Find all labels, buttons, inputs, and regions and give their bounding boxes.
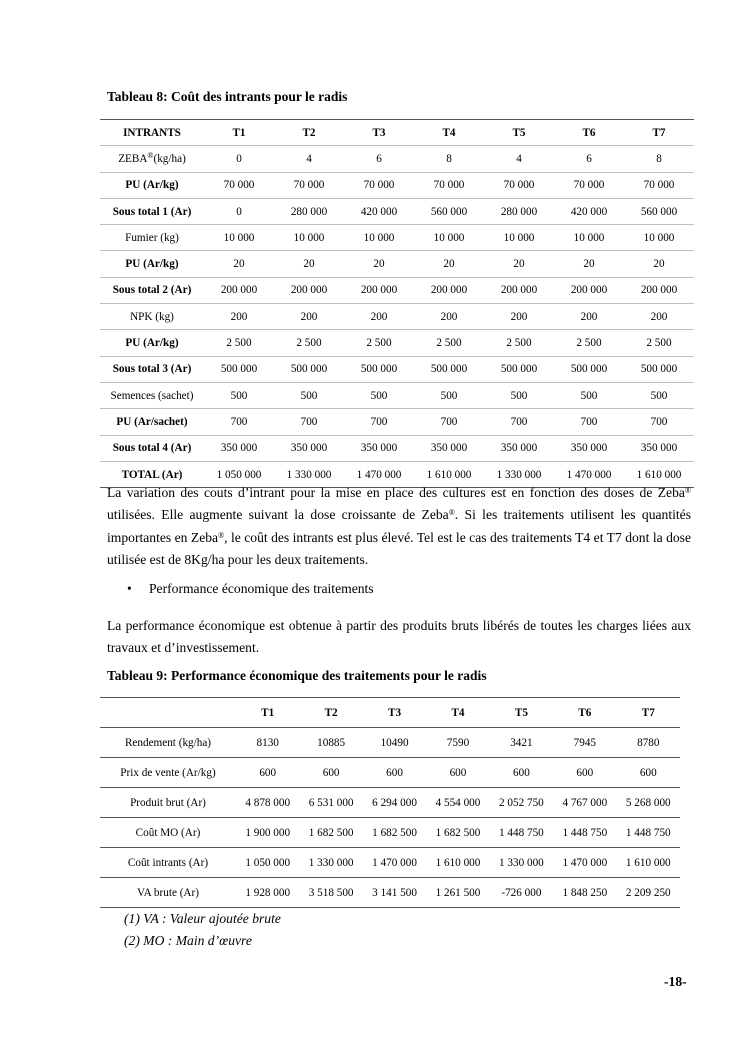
table8-cell: 20 — [554, 251, 624, 277]
table8-cell: 700 — [274, 409, 344, 435]
table9-header-t5: T5 — [490, 698, 553, 728]
table9-row-label: Coût MO (Ar) — [100, 818, 236, 848]
table8-cell: 500 000 — [204, 356, 274, 382]
table8-row — [100, 198, 694, 224]
table9-row-label: Coût intrants (Ar) — [100, 848, 236, 878]
table8-cell: 350 000 — [204, 435, 274, 461]
table8-row-label: Sous total 1 (Ar) — [100, 198, 204, 224]
table9-header-blank — [100, 698, 236, 728]
table8-cell: 2 500 — [274, 330, 344, 356]
table9-cell: 1 448 750 — [553, 818, 616, 848]
table9-cell: 10885 — [299, 728, 362, 758]
table8-row-label: PU (Ar/kg) — [100, 330, 204, 356]
table9-cell: 1 900 000 — [236, 818, 299, 848]
table8-cell: 70 000 — [624, 172, 694, 198]
table8-cell: 500 — [274, 382, 344, 408]
footnote-va: (1) VA : Valeur ajoutée brute — [124, 911, 281, 926]
paragraph-performance: La performance économique est obtenue à partir des produits bruts libérés de toutes les charges liées aux travaux et d’investissement. — [107, 618, 691, 656]
table9-header-t3: T3 — [363, 698, 426, 728]
table9-row — [100, 818, 680, 848]
table9-cell: 1 470 000 — [363, 848, 426, 878]
table9-cell: 8130 — [236, 728, 299, 758]
table9-cell: 1 610 000 — [617, 848, 680, 878]
table8-header-t7: T7 — [624, 120, 694, 146]
table8-cell: 0 — [204, 198, 274, 224]
table8-cell: 500 — [414, 382, 484, 408]
table9-row — [100, 878, 680, 908]
table8-cell: 700 — [554, 409, 624, 435]
table9-cell: 7945 — [553, 728, 616, 758]
table9-cell: 3421 — [490, 728, 553, 758]
table8-cell: 700 — [204, 409, 274, 435]
table8-cell: 20 — [624, 251, 694, 277]
table9-cell: 5 268 000 — [617, 788, 680, 818]
table9-cell: 2 052 750 — [490, 788, 553, 818]
table8-cell: 2 500 — [344, 330, 414, 356]
table8-cell: 1 050 000 — [216, 468, 262, 481]
table8-header-t1: T1 — [204, 120, 274, 146]
table9-header-row — [100, 698, 680, 728]
table9-header-t4: T4 — [426, 698, 489, 728]
table8-cell: 350 000 — [554, 435, 624, 461]
table8-cell: 700 — [414, 409, 484, 435]
table8-row-label: Fumier (kg) — [100, 225, 204, 251]
footnote-mo: (2) MO : Main d’œuvre — [124, 933, 252, 948]
table8-cell: 1 470 000 — [356, 468, 402, 481]
table8-cell: 350 000 — [274, 435, 344, 461]
table8-row — [100, 409, 694, 435]
table8-cell: 6 — [554, 146, 624, 172]
table9-cell: 4 878 000 — [236, 788, 299, 818]
table8-cell: 10 000 — [554, 225, 624, 251]
table9-cell: 4 767 000 — [553, 788, 616, 818]
table9-header-t6: T6 — [553, 698, 616, 728]
table9-row — [100, 728, 680, 758]
table9-cell: 1 050 000 — [236, 848, 299, 878]
table8-cell: 700 — [624, 409, 694, 435]
table8-cell: 20 — [274, 251, 344, 277]
table9-cell: 1 330 000 — [490, 848, 553, 878]
table8-cell: 2 500 — [554, 330, 624, 356]
table9-economic-performance — [100, 697, 680, 908]
table8-cell: 10 000 — [484, 225, 554, 251]
table8-cell: 500 — [344, 382, 414, 408]
table8-cell: 700 — [484, 409, 554, 435]
table8-caption: Tableau 8: Coût des intrants pour le radis — [107, 89, 348, 104]
table9-cell: 1 928 000 — [245, 886, 291, 899]
table8-cell: 20 — [414, 251, 484, 277]
page-number: -18- — [664, 974, 687, 989]
table8-header-t2: T2 — [274, 120, 344, 146]
table9-row-label: Produit brut (Ar) — [100, 788, 236, 818]
table8-header-t5: T5 — [484, 120, 554, 146]
table8-cell: 200 — [624, 304, 694, 330]
table8-row — [100, 382, 694, 408]
table8-cell: 280 000 — [484, 198, 554, 224]
table8-cell: 4 — [274, 146, 344, 172]
table8-cell: 200 — [204, 304, 274, 330]
table8-cell: 70 000 — [554, 172, 624, 198]
table9-cell: 1 682 500 — [363, 818, 426, 848]
table8-cell: 200 000 — [414, 277, 484, 303]
table9-cell: 6 294 000 — [363, 788, 426, 818]
table8-cell: 500 000 — [274, 356, 344, 382]
table9-cell: 1 448 750 — [617, 818, 680, 848]
table8-cell: 0 — [204, 146, 274, 172]
table8-cell: 560 000 — [624, 198, 694, 224]
table8-cell: 350 000 — [414, 435, 484, 461]
table9-cell: 1 330 000 — [299, 848, 362, 878]
table8-cell: 200 000 — [624, 277, 694, 303]
table8-cell: 200 000 — [204, 277, 274, 303]
table8-cell: 70 000 — [484, 172, 554, 198]
table8-header-t3: T3 — [344, 120, 414, 146]
table8-cell: 560 000 — [414, 198, 484, 224]
table8-intrants-cost — [100, 119, 694, 488]
table9-row — [100, 848, 680, 878]
table9-cell: 600 — [617, 758, 680, 788]
table9-row-label: Prix de vente (Ar/kg) — [100, 758, 236, 788]
table9-cell: 10490 — [363, 728, 426, 758]
table8-cell: 1 610 000 — [426, 468, 472, 481]
table9-cell: 1 470 000 — [553, 848, 616, 878]
table9-header-t7: T7 — [617, 698, 680, 728]
table8-row-label: PU (Ar/kg) — [100, 172, 204, 198]
table9-row — [100, 758, 680, 788]
table8-cell: 420 000 — [554, 198, 624, 224]
table8-cell: 200 000 — [554, 277, 624, 303]
table9-cell: 1 610 000 — [426, 848, 489, 878]
table8-row — [100, 330, 694, 356]
table8-cell: 10 000 — [624, 225, 694, 251]
table9-cell: 7590 — [426, 728, 489, 758]
table8-cell: 200 000 — [484, 277, 554, 303]
table8-cell: 350 000 — [484, 435, 554, 461]
table8-row-label: Sous total 4 (Ar) — [100, 435, 204, 461]
table8-row — [100, 172, 694, 198]
table8-cell: 70 000 — [414, 172, 484, 198]
table8-cell: 1 610 000 — [636, 468, 682, 481]
paragraph-intrant-variation: La variation des couts d’intrant pour la mise en place des cultures est en fonction des doses de Zeba® utilisées. Elle augmente suivant la dose croissante de Zeba®. Si les traitements utilisent les quantités importantes en Zeba®, le coût des intrants est plus élevé. Tel est le cas des traitements T4 et T7 dont la dose utilisée est de 8Kg/ha pour les deux traitements. — [107, 485, 691, 567]
table8-cell: 500 000 — [414, 356, 484, 382]
table8-cell: 200 000 — [344, 277, 414, 303]
table9-cell: 600 — [426, 758, 489, 788]
table9-row-label: Rendement (kg/ha) — [100, 728, 236, 758]
table8-row — [100, 277, 694, 303]
table8-row-label: Sous total 2 (Ar) — [100, 277, 204, 303]
table8-cell: 10 000 — [414, 225, 484, 251]
table8-cell: 350 000 — [344, 435, 414, 461]
table8-cell: 500 — [484, 382, 554, 408]
table8-cell: 8 — [624, 146, 694, 172]
bullet-dot-icon: • — [127, 581, 132, 596]
bullet-item — [127, 581, 374, 597]
table9-cell: 1 848 250 — [562, 886, 608, 899]
bullet-text: Performance économique des traitements — [149, 581, 374, 596]
table8-cell: 20 — [344, 251, 414, 277]
table8-cell: 1 330 000 — [286, 468, 332, 481]
table9-cell: 600 — [363, 758, 426, 788]
table8-cell: 10 000 — [344, 225, 414, 251]
table8-cell: 10 000 — [204, 225, 274, 251]
table8-cell: 200 000 — [274, 277, 344, 303]
table8-row — [100, 146, 694, 172]
table8-row-label: ZEBA®(kg/ha) — [100, 146, 204, 172]
table8-cell: 200 — [274, 304, 344, 330]
table9-cell: 1 448 750 — [490, 818, 553, 848]
table8-cell: 350 000 — [624, 435, 694, 461]
table8-cell: 500 000 — [624, 356, 694, 382]
table8-header-intrants: INTRANTS — [100, 120, 204, 146]
table8-cell: 70 000 — [274, 172, 344, 198]
table8-row — [100, 356, 694, 382]
table9-cell: 4 554 000 — [426, 788, 489, 818]
table8-cell: 2 500 — [414, 330, 484, 356]
table9-cell: 600 — [236, 758, 299, 788]
table9-cell: 6 531 000 — [299, 788, 362, 818]
table8-cell: 500 — [204, 382, 274, 408]
table8-row — [100, 225, 694, 251]
table9-cell: 600 — [299, 758, 362, 788]
table9-row — [100, 788, 680, 818]
table8-cell: 10 000 — [274, 225, 344, 251]
table9-cell: 3 141 500 — [372, 886, 417, 899]
table8-header-row — [100, 120, 694, 146]
table8-cell: 500 000 — [554, 356, 624, 382]
table8-row-label: NPK (kg) — [100, 304, 204, 330]
table9-cell: 3 518 500 — [308, 886, 354, 899]
table8-row — [100, 304, 694, 330]
table8-cell: 2 500 — [204, 330, 274, 356]
table8-cell: 500 000 — [344, 356, 414, 382]
table8-cell: 20 — [204, 251, 274, 277]
table9-cell: 8780 — [617, 728, 680, 758]
table9-cell: 1 682 500 — [426, 818, 489, 848]
table8-cell: 500 — [554, 382, 624, 408]
table9-caption: Tableau 9: Performance économique des traitements pour le radis — [107, 668, 487, 683]
table8-row-label: Semences (sachet) — [100, 382, 204, 408]
table9-cell: 600 — [490, 758, 553, 788]
table8-cell: 200 — [484, 304, 554, 330]
table8-row-label: PU (Ar/kg) — [100, 251, 204, 277]
table9-row-label: VA brute (Ar) — [137, 886, 199, 899]
table8-row-label: PU (Ar/sachet) — [100, 409, 204, 435]
table9-cell: 2 209 250 — [625, 886, 671, 899]
table8-cell: 70 000 — [344, 172, 414, 198]
table8-cell: 4 — [484, 146, 554, 172]
table8-row-label: Sous total 3 (Ar) — [100, 356, 204, 382]
table8-header-t4: T4 — [414, 120, 484, 146]
table8-cell: 200 — [414, 304, 484, 330]
table8-cell: 420 000 — [344, 198, 414, 224]
table8-cell: 700 — [344, 409, 414, 435]
table8-header-t6: T6 — [554, 120, 624, 146]
table8-row — [100, 251, 694, 277]
table8-row — [100, 435, 694, 461]
table8-cell: 20 — [484, 251, 554, 277]
table8-cell: 1 470 000 — [566, 468, 612, 481]
table9-header-t2: T2 — [299, 698, 362, 728]
table8-cell: 280 000 — [274, 198, 344, 224]
table8-cell: 200 — [344, 304, 414, 330]
table8-cell: 200 — [554, 304, 624, 330]
table8-row-label: TOTAL (Ar) — [121, 468, 183, 481]
table8-cell: 8 — [414, 146, 484, 172]
table9-cell: 600 — [553, 758, 616, 788]
table8-cell: 2 500 — [624, 330, 694, 356]
table8-cell: 6 — [344, 146, 414, 172]
table8-cell: 2 500 — [484, 330, 554, 356]
table8-cell: 70 000 — [204, 172, 274, 198]
table9-cell: -726 000 — [501, 886, 542, 899]
table9-body — [100, 728, 680, 908]
table8-cell: 500 — [624, 382, 694, 408]
table9-header-t1: T1 — [236, 698, 299, 728]
table8-cell: 500 000 — [484, 356, 554, 382]
table9-cell: 1 682 500 — [299, 818, 362, 848]
table8-cell: 1 330 000 — [496, 468, 542, 481]
table8-body — [100, 146, 694, 488]
table9-cell: 1 261 500 — [435, 886, 481, 899]
